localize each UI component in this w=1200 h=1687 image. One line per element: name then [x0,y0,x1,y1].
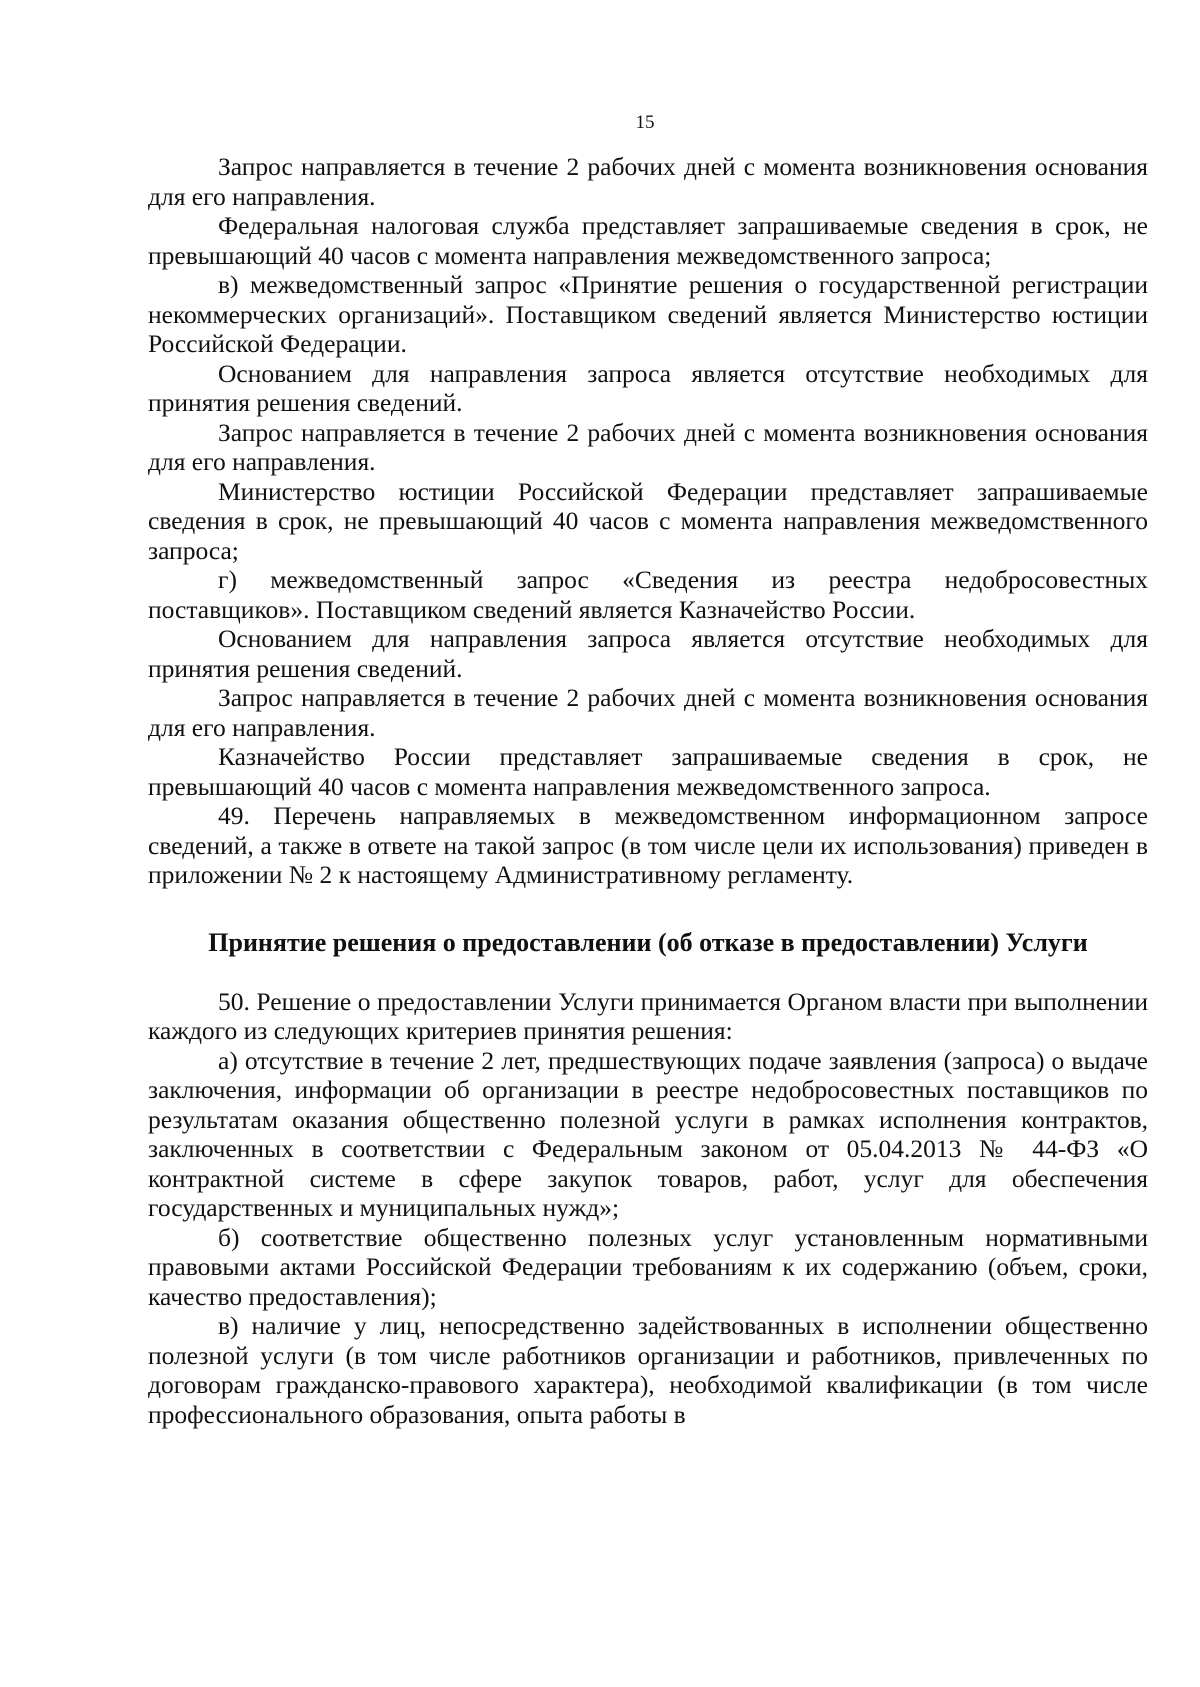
paragraph: Запрос направляется в течение 2 рабочих дней с момента возникновения основания для его направления. [148,152,1148,211]
section-heading: Принятие решения о предоставлении (об отказе в предоставлении) Услуги [208,927,1088,957]
paragraph: Федеральная налоговая служба представляет запрашиваемые сведения в срок, не превышающий 40 часов с момента направления межведомственного запроса; [148,211,1148,270]
paragraph: 50. Решение о предоставлении Услуги принимается Органом власти при выполнении каждого из следующих критериев принятия решения: [148,986,1148,1045]
paragraph: г) межведомственный запрос «Сведения из реестра недобросовестных поставщиков». Поставщиком сведений является Казначейство России. [148,565,1148,624]
paragraph: Запрос направляется в течение 2 рабочих дней с момента возникновения основания для его направления. [148,417,1148,476]
paragraph: 49. Перечень направляемых в межведомственном информационном запросе сведений, а также в ответе на такой запрос (в том числе цели их использования) приведен в приложении № 2 к настоящему Административному регламенту. [148,801,1148,889]
page-number: 15 [635,112,655,133]
paragraph: в) наличие у лиц, непосредственно задействованных в исполнении общественно полезной услуги (в том числе работников организации и работников, привлеченных по договорам гражданско-правового характера), необходимой квалификации (в том числе профессионального образования, опыта работы в [148,1311,1148,1429]
paragraph: а) отсутствие в течение 2 лет, предшествующих подаче заявления (запроса) о выдаче заключения, информации об организации в реестре недобросовестных поставщиков по результатам оказания общественно полезной услуги в рамках исполнения контрактов, заключенных в соответствии с Федеральным законом от 05.04.2013 № 44-ФЗ «О контрактной системе в сфере закупок товаров, работ, услуг для обеспечения государственных и муниципальных нужд»; [148,1045,1148,1222]
paragraph: Министерство юстиции Российской Федерации представляет запрашиваемые сведения в срок, не превышающий 40 часов с момента направления межведомственного запроса; [148,476,1148,565]
paragraph: Основанием для направления запроса является отсутствие необходимых для принятия решения сведений. [148,358,1148,417]
paragraph: Основанием для направления запроса является отсутствие необходимых для принятия решения сведений. [148,624,1148,683]
paragraph: в) межведомственный запрос «Принятие решения о государственной регистрации некоммерческих организаций». Поставщиком сведений является Министерство юстиции Российской Федерации. [148,270,1148,358]
paragraph: Запрос направляется в течение 2 рабочих дней с момента возникновения основания для его направления. [148,683,1148,742]
paragraph: б) соответствие общественно полезных услуг установленным нормативными правовыми актами Российской Федерации требованиям к их содержанию (объем, сроки, качество предоставления); [148,1222,1148,1311]
document-body [148,152,1148,1429]
paragraph: Казначейство России представляет запрашиваемые сведения в срок, не превышающий 40 часов с момента направления межведомственного запроса. [148,742,1148,801]
